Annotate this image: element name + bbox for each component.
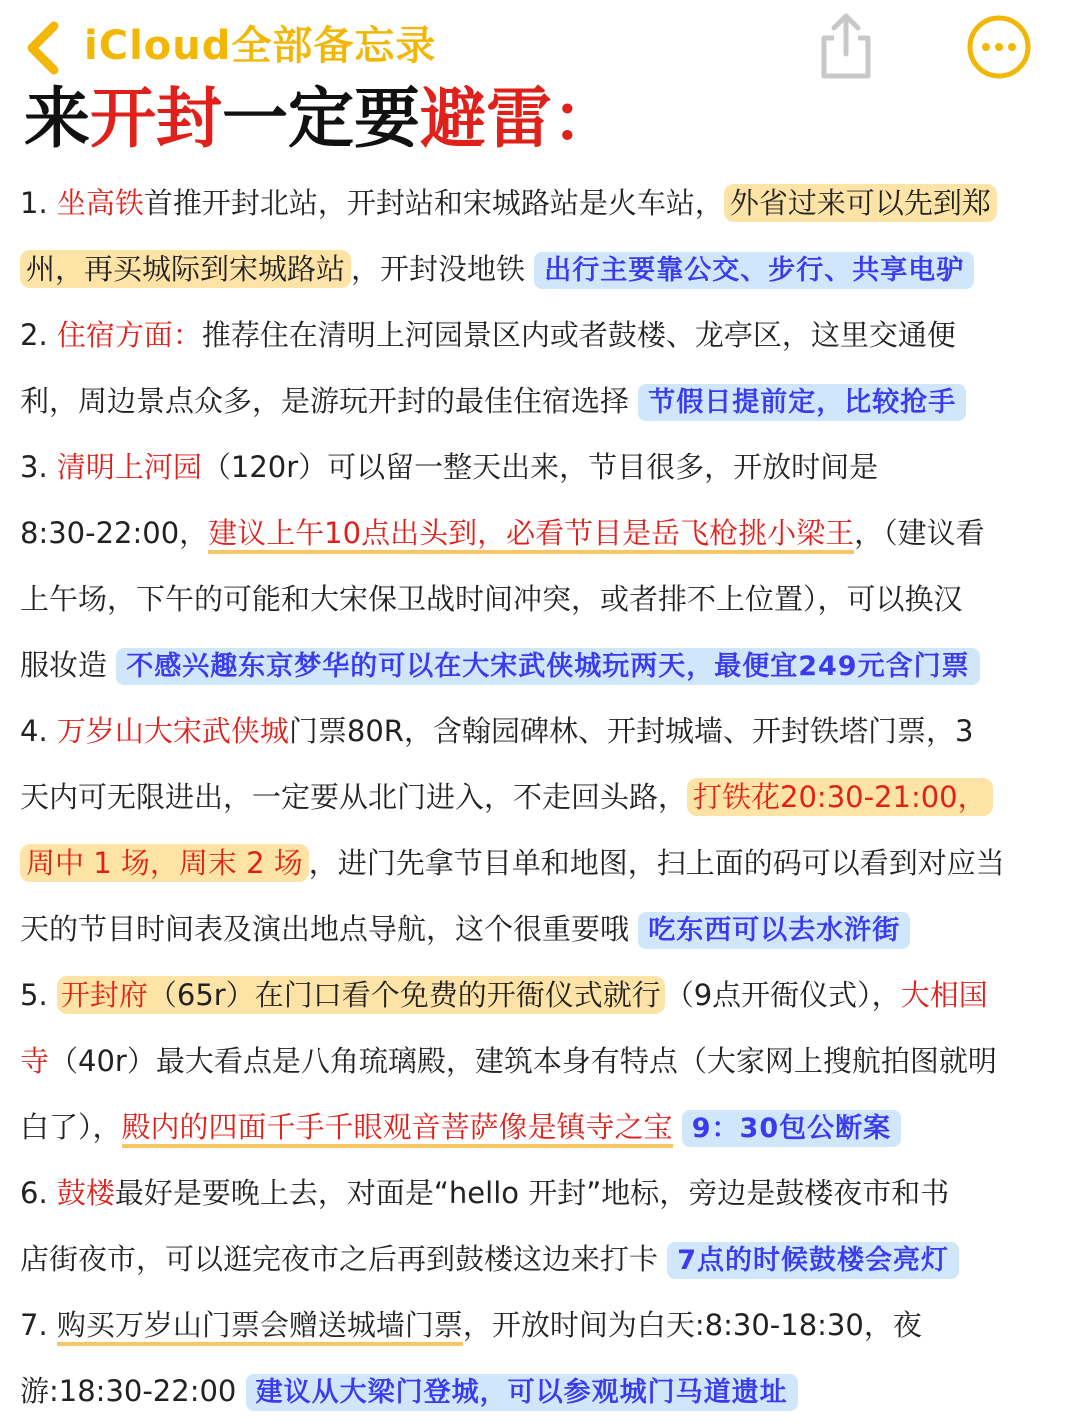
note-line xyxy=(20,1358,798,1424)
heading-part: 一定要 xyxy=(222,80,420,157)
blue-tip: 9：30包公断案 xyxy=(682,1110,901,1147)
blue-tip: 节假日提前定，比较抢手 xyxy=(638,384,966,421)
body-text: 服妆造 xyxy=(20,648,117,682)
body-text: 天的节目时间表及演出地点导航，这个很重要哦 xyxy=(20,912,639,946)
body-text: 店街夜市，可以逛完夜市之后再到鼓楼这边来打卡 xyxy=(20,1242,668,1276)
body-text: （9点开衙仪式）， xyxy=(664,978,901,1012)
note-line xyxy=(20,830,1005,896)
keyword: 清明上河园 xyxy=(56,450,202,484)
share-icon[interactable] xyxy=(814,10,878,82)
note-line xyxy=(20,500,985,566)
body-text: （120r）可以留一整天出来，节目很多，开放时间是 xyxy=(201,450,879,484)
item-number: 2. xyxy=(20,318,57,352)
item-number: 5. xyxy=(20,978,57,1012)
body-text: ，（建议看 xyxy=(854,516,985,550)
navigation-bar xyxy=(0,0,1080,90)
heading-part: 来 xyxy=(24,80,90,157)
chevron-left-icon[interactable] xyxy=(18,18,70,78)
underlined-tip: 殿内的四面千手千眼观音菩萨像是镇寺之宝 xyxy=(122,1110,673,1148)
body-text: ，开放时间为白天:8:30-18:30，夜 xyxy=(462,1308,922,1342)
body-text: 门票80R，含翰园碑林、开封城墙、开封铁塔门票，3 xyxy=(288,714,974,748)
blue-tip: 不感兴趣东京梦华的可以在大宋武侠城玩两天，最便宜249元含门票 xyxy=(116,648,979,685)
body-text: 首推开封北站，开封站和宋城路站是火车站， xyxy=(143,186,724,220)
note-line xyxy=(20,302,956,368)
item-number: 3. xyxy=(20,450,57,484)
body-text: （65r）在门口看个免费的开衙仪式就行 xyxy=(147,978,661,1012)
blue-tip: 出行主要靠公交、步行、共享电驴 xyxy=(534,252,974,289)
underlined-tip: 建议上午10点出头到，必看节目是岳飞枪挑小梁王 xyxy=(208,516,854,554)
body-text: 推荐住在清明上河园景区内或者鼓楼、龙亭区，这里交通便 xyxy=(201,318,956,352)
keyword: 万岁山大宋武侠城 xyxy=(56,714,289,748)
orange-highlight: 周中 1 场，周末 2 场 xyxy=(20,844,309,882)
keyword: 寺 xyxy=(20,1044,50,1078)
note-heading xyxy=(24,82,618,156)
blue-tip: 建议从大梁门登城，可以参观城门马道遗址 xyxy=(246,1374,798,1411)
note-line xyxy=(20,896,910,962)
item-number: 7. xyxy=(20,1308,57,1342)
item-number: 6. xyxy=(20,1176,57,1210)
note-line xyxy=(20,566,963,632)
more-icon[interactable] xyxy=(966,14,1032,80)
keyword: 鼓楼 xyxy=(56,1176,115,1210)
heading-part-highlight: 避雷 xyxy=(420,80,552,157)
note-line xyxy=(20,236,974,302)
orange-highlight: 外省过来可以先到郑 xyxy=(724,184,997,222)
keyword: 住宿方面： xyxy=(56,318,202,352)
body-text: 游:18:30-22:00 xyxy=(20,1374,246,1408)
body-text: （40r）最大看点是八角琉璃殿，建筑本身有特点（大家网上搜航拍图就明 xyxy=(49,1044,997,1078)
note-line xyxy=(20,170,997,236)
body-text: 天内可无限进出，一定要从北门进入，不走回头路， xyxy=(20,780,688,814)
blue-tip: 7点的时候鼓楼会亮灯 xyxy=(667,1242,959,1279)
note-line xyxy=(20,632,980,698)
body-text: ，开封没地铁 xyxy=(351,252,535,286)
body-text: ，进门先拿节目单和地图，扫上面的码可以看到对应当 xyxy=(308,846,1005,880)
heading-part-highlight: ： xyxy=(552,80,618,157)
orange-highlight: 打铁花20:30-21:00， xyxy=(687,778,993,816)
item-number: 1. xyxy=(20,186,57,220)
body-text: 最好是要晚上去，对面是“hello 开封”地标，旁边是鼓楼夜市和书 xyxy=(114,1176,950,1210)
note-line xyxy=(20,1160,949,1226)
keyword: 开封府 xyxy=(60,978,148,1012)
note-line xyxy=(20,434,878,500)
note-line xyxy=(20,962,988,1028)
body-text: 利，周边景点众多，是游玩开封的最佳住宿选择 xyxy=(20,384,639,418)
note-line xyxy=(20,1226,959,1292)
note-line xyxy=(20,1094,901,1160)
underlined-tip: 购买万岁山门票会赠送城墙门票 xyxy=(57,1308,463,1346)
item-number: 4. xyxy=(20,714,57,748)
back-link-label[interactable]: iCloud全部备忘录 xyxy=(84,23,437,69)
spacer xyxy=(673,1110,682,1144)
keyword: 大相国 xyxy=(900,978,988,1012)
orange-highlight: 州，再买城际到宋城路站 xyxy=(20,250,351,288)
note-line xyxy=(20,1028,997,1094)
body-text: 上午场，下午的可能和大宋保卫战时间冲突，或者排不上位置），可以换汉 xyxy=(20,582,963,616)
note-line xyxy=(20,698,973,764)
note-line xyxy=(20,764,993,830)
blue-tip: 吃东西可以去水浒街 xyxy=(638,912,910,949)
note-line xyxy=(20,368,966,434)
body-text: 8:30-22:00， xyxy=(20,516,209,550)
body-text: 白了）， xyxy=(20,1110,122,1144)
orange-highlight xyxy=(57,976,665,1014)
heading-part-highlight: 开封 xyxy=(90,80,222,157)
keyword: 坐高铁 xyxy=(56,186,144,220)
note-line xyxy=(20,1292,922,1358)
